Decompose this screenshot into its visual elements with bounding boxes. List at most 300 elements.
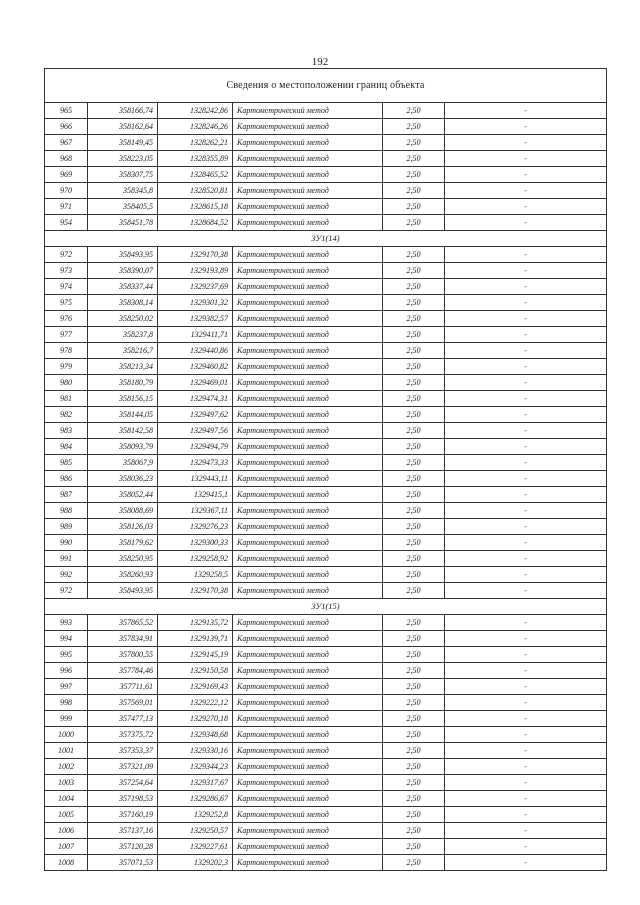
point-number-cell: 996 [45, 663, 88, 679]
table-row [45, 215, 607, 231]
accuracy-cell: 2,50 [383, 567, 445, 583]
description-cell: - [445, 695, 607, 711]
accuracy-cell: 2,50 [383, 695, 445, 711]
coordinate-x-cell: 358142,58 [88, 423, 158, 439]
accuracy-cell: 2,50 [383, 407, 445, 423]
coordinate-x-cell: 357800,55 [88, 647, 158, 663]
coordinate-x-cell: 358180,79 [88, 375, 158, 391]
method-cell: Картометрический метод [233, 759, 383, 775]
point-number-cell: 994 [45, 631, 88, 647]
point-number-cell: 977 [45, 327, 88, 343]
point-number-cell: 983 [45, 423, 88, 439]
description-cell: - [445, 487, 607, 503]
accuracy-cell: 2,50 [383, 359, 445, 375]
point-number-cell: 990 [45, 535, 88, 551]
coordinate-y-cell: 1329497,56 [158, 423, 233, 439]
table-row [45, 151, 607, 167]
method-cell: Картометрический метод [233, 407, 383, 423]
point-number-cell: 984 [45, 439, 88, 455]
method-cell: Картометрический метод [233, 423, 383, 439]
coordinate-x-cell: 358223,05 [88, 151, 158, 167]
description-cell: - [445, 455, 607, 471]
coordinate-x-cell: 357137,16 [88, 823, 158, 839]
method-cell: Картометрический метод [233, 807, 383, 823]
coordinate-x-cell: 358156,15 [88, 391, 158, 407]
coordinate-x-cell: 357160,19 [88, 807, 158, 823]
table-row [45, 199, 607, 215]
method-cell: Картометрический метод [233, 503, 383, 519]
description-cell: - [445, 391, 607, 407]
accuracy-cell: 2,50 [383, 487, 445, 503]
description-cell: - [445, 647, 607, 663]
table-row [45, 535, 607, 551]
accuracy-cell: 2,50 [383, 615, 445, 631]
table-row [45, 439, 607, 455]
coordinate-y-cell: 1329227,61 [158, 839, 233, 855]
coordinate-y-cell: 1329276,23 [158, 519, 233, 535]
coordinate-x-cell: 358144,05 [88, 407, 158, 423]
coordinate-y-cell: 1328262,21 [158, 135, 233, 151]
table-row [45, 743, 607, 759]
description-cell: - [445, 855, 607, 871]
description-cell: - [445, 503, 607, 519]
description-cell: - [445, 775, 607, 791]
accuracy-cell: 2,50 [383, 503, 445, 519]
coordinate-y-cell: 1329150,58 [158, 663, 233, 679]
coordinate-x-cell: 358250,02 [88, 311, 158, 327]
table-row [45, 503, 607, 519]
table-row [45, 663, 607, 679]
coordinate-x-cell: 358088,69 [88, 503, 158, 519]
coordinate-x-cell: 358260,93 [88, 567, 158, 583]
coordinate-x-cell: 357120,28 [88, 839, 158, 855]
point-number-cell: 967 [45, 135, 88, 151]
coordinate-y-cell: 1328684,52 [158, 215, 233, 231]
coordinate-y-cell: 1329440,86 [158, 343, 233, 359]
description-cell: - [445, 183, 607, 199]
coordinate-y-cell: 1329250,57 [158, 823, 233, 839]
point-number-cell: 989 [45, 519, 88, 535]
table-row [45, 823, 607, 839]
coordinate-y-cell: 1328615,18 [158, 199, 233, 215]
accuracy-cell: 2,50 [383, 791, 445, 807]
coordinate-y-cell: 1329474,31 [158, 391, 233, 407]
method-cell: Картометрический метод [233, 455, 383, 471]
method-cell: Картометрический метод [233, 471, 383, 487]
coordinate-y-cell: 1329170,38 [158, 247, 233, 263]
coordinate-y-cell: 1328355,89 [158, 151, 233, 167]
coordinate-x-cell: 358337,44 [88, 279, 158, 295]
point-number-cell: 1002 [45, 759, 88, 775]
table-row [45, 135, 607, 151]
method-cell: Картометрический метод [233, 711, 383, 727]
method-cell: Картометрический метод [233, 519, 383, 535]
page-number: 192 [311, 56, 329, 68]
accuracy-cell: 2,50 [383, 439, 445, 455]
description-cell: - [445, 743, 607, 759]
accuracy-cell: 2,50 [383, 391, 445, 407]
method-cell: Картометрический метод [233, 135, 383, 151]
coordinate-x-cell: 358036,23 [88, 471, 158, 487]
table-row [45, 711, 607, 727]
table-title: Сведения о местоположении границ объекта [45, 69, 607, 103]
method-cell: Картометрический метод [233, 199, 383, 215]
method-cell: Картометрический метод [233, 279, 383, 295]
point-number-cell: 1008 [45, 855, 88, 871]
accuracy-cell: 2,50 [383, 151, 445, 167]
table-row [45, 487, 607, 503]
description-cell: - [445, 375, 607, 391]
coordinate-y-cell: 1329301,32 [158, 295, 233, 311]
description-cell: - [445, 199, 607, 215]
section-label: ЗУ1(14) [45, 231, 607, 247]
accuracy-cell: 2,50 [383, 583, 445, 599]
method-cell: Картометрический метод [233, 583, 383, 599]
method-cell: Картометрический метод [233, 103, 383, 119]
coordinate-y-cell: 1329270,18 [158, 711, 233, 727]
coordinate-x-cell: 357353,37 [88, 743, 158, 759]
point-number-cell: 1006 [45, 823, 88, 839]
point-number-cell: 999 [45, 711, 88, 727]
accuracy-cell: 2,50 [383, 199, 445, 215]
description-cell: - [445, 151, 607, 167]
table-row [45, 263, 607, 279]
coordinate-y-cell: 1329469,01 [158, 375, 233, 391]
coordinate-y-cell: 1329222,12 [158, 695, 233, 711]
accuracy-cell: 2,50 [383, 727, 445, 743]
point-number-cell: 1005 [45, 807, 88, 823]
point-number-cell: 965 [45, 103, 88, 119]
coordinate-y-cell: 1329258,5 [158, 567, 233, 583]
description-cell: - [445, 631, 607, 647]
method-cell: Картометрический метод [233, 535, 383, 551]
table-title-row [45, 69, 607, 103]
table-row [45, 359, 607, 375]
accuracy-cell: 2,50 [383, 343, 445, 359]
coordinate-x-cell: 357321,09 [88, 759, 158, 775]
accuracy-cell: 2,50 [383, 135, 445, 151]
section-header-row [45, 599, 607, 615]
table-row [45, 775, 607, 791]
coordinate-y-cell: 1329193,89 [158, 263, 233, 279]
point-number-cell: 979 [45, 359, 88, 375]
table-row [45, 375, 607, 391]
coordinate-y-cell: 1329415,1 [158, 487, 233, 503]
accuracy-cell: 2,50 [383, 375, 445, 391]
description-cell: - [445, 167, 607, 183]
point-number-cell: 973 [45, 263, 88, 279]
method-cell: Картометрический метод [233, 791, 383, 807]
table-row [45, 791, 607, 807]
table-row [45, 311, 607, 327]
boundary-coordinates-table [44, 68, 607, 871]
accuracy-cell: 2,50 [383, 215, 445, 231]
description-cell: - [445, 119, 607, 135]
description-cell: - [445, 471, 607, 487]
point-number-cell: 987 [45, 487, 88, 503]
point-number-cell: 954 [45, 215, 88, 231]
method-cell: Картометрический метод [233, 743, 383, 759]
method-cell: Картометрический метод [233, 551, 383, 567]
coordinate-y-cell: 1328242,86 [158, 103, 233, 119]
section-label: ЗУ1(15) [45, 599, 607, 615]
section-header-row [45, 231, 607, 247]
table-row [45, 519, 607, 535]
table-row [45, 247, 607, 263]
description-cell: - [445, 279, 607, 295]
coordinate-x-cell: 358216,7 [88, 343, 158, 359]
table-row [45, 727, 607, 743]
coordinate-y-cell: 1329330,16 [158, 743, 233, 759]
coordinate-y-cell: 1329473,33 [158, 455, 233, 471]
description-cell: - [445, 583, 607, 599]
coordinate-y-cell: 1329135,72 [158, 615, 233, 631]
accuracy-cell: 2,50 [383, 743, 445, 759]
description-cell: - [445, 727, 607, 743]
description-cell: - [445, 103, 607, 119]
coordinate-x-cell: 358390,07 [88, 263, 158, 279]
table-row [45, 551, 607, 567]
description-cell: - [445, 519, 607, 535]
point-number-cell: 992 [45, 567, 88, 583]
accuracy-cell: 2,50 [383, 759, 445, 775]
accuracy-cell: 2,50 [383, 519, 445, 535]
method-cell: Картометрический метод [233, 567, 383, 583]
description-cell: - [445, 263, 607, 279]
point-number-cell: 974 [45, 279, 88, 295]
coordinate-x-cell: 358179,62 [88, 535, 158, 551]
method-cell: Картометрический метод [233, 375, 383, 391]
coordinate-x-cell: 358067,9 [88, 455, 158, 471]
coordinate-y-cell: 1329252,8 [158, 807, 233, 823]
coordinate-y-cell: 1329170,38 [158, 583, 233, 599]
method-cell: Картометрический метод [233, 855, 383, 871]
point-number-cell: 991 [45, 551, 88, 567]
coordinate-y-cell: 1328246,26 [158, 119, 233, 135]
coordinate-x-cell: 358308,14 [88, 295, 158, 311]
table-row [45, 855, 607, 871]
accuracy-cell: 2,50 [383, 631, 445, 647]
description-cell: - [445, 679, 607, 695]
description-cell: - [445, 215, 607, 231]
coordinate-y-cell: 1329286,67 [158, 791, 233, 807]
point-number-cell: 1003 [45, 775, 88, 791]
table-row [45, 615, 607, 631]
method-cell: Картометрический метод [233, 343, 383, 359]
table-row [45, 167, 607, 183]
coordinate-y-cell: 1329367,11 [158, 503, 233, 519]
method-cell: Картометрический метод [233, 487, 383, 503]
accuracy-cell: 2,50 [383, 247, 445, 263]
table-row [45, 759, 607, 775]
accuracy-cell: 2,50 [383, 327, 445, 343]
description-cell: - [445, 807, 607, 823]
coordinate-x-cell: 357834,91 [88, 631, 158, 647]
point-number-cell: 988 [45, 503, 88, 519]
table-body [45, 69, 607, 871]
method-cell: Картометрический метод [233, 775, 383, 791]
table-row [45, 647, 607, 663]
table-row [45, 567, 607, 583]
method-cell: Картометрический метод [233, 679, 383, 695]
coordinate-x-cell: 358493,95 [88, 247, 158, 263]
point-number-cell: 997 [45, 679, 88, 695]
coordinate-x-cell: 358052,44 [88, 487, 158, 503]
method-cell: Картометрический метод [233, 119, 383, 135]
description-cell: - [445, 439, 607, 455]
coordinate-y-cell: 1329237,69 [158, 279, 233, 295]
description-cell: - [445, 759, 607, 775]
accuracy-cell: 2,50 [383, 647, 445, 663]
point-number-cell: 972 [45, 583, 88, 599]
coordinate-y-cell: 1329494,79 [158, 439, 233, 455]
coordinate-x-cell: 358237,8 [88, 327, 158, 343]
coordinate-y-cell: 1329139,71 [158, 631, 233, 647]
description-cell: - [445, 247, 607, 263]
coordinate-x-cell: 357569,01 [88, 695, 158, 711]
accuracy-cell: 2,50 [383, 775, 445, 791]
accuracy-cell: 2,50 [383, 279, 445, 295]
table-row [45, 183, 607, 199]
accuracy-cell: 2,50 [383, 263, 445, 279]
coordinate-x-cell: 358493,95 [88, 583, 158, 599]
description-cell: - [445, 711, 607, 727]
point-number-cell: 1004 [45, 791, 88, 807]
table-row [45, 679, 607, 695]
coordinate-x-cell: 358166,74 [88, 103, 158, 119]
coordinate-y-cell: 1328465,52 [158, 167, 233, 183]
accuracy-cell: 2,50 [383, 711, 445, 727]
point-number-cell: 971 [45, 199, 88, 215]
table-row [45, 279, 607, 295]
table-row [45, 391, 607, 407]
method-cell: Картометрический метод [233, 439, 383, 455]
table-row [45, 407, 607, 423]
method-cell: Картометрический метод [233, 663, 383, 679]
coordinate-x-cell: 357865,52 [88, 615, 158, 631]
description-cell: - [445, 615, 607, 631]
coordinate-y-cell: 1329382,57 [158, 311, 233, 327]
table-row [45, 103, 607, 119]
description-cell: - [445, 567, 607, 583]
table-row [45, 119, 607, 135]
accuracy-cell: 2,50 [383, 535, 445, 551]
method-cell: Картометрический метод [233, 359, 383, 375]
accuracy-cell: 2,50 [383, 103, 445, 119]
coordinate-x-cell: 358405,5 [88, 199, 158, 215]
accuracy-cell: 2,50 [383, 663, 445, 679]
point-number-cell: 1000 [45, 727, 88, 743]
coordinate-x-cell: 357071,53 [88, 855, 158, 871]
point-number-cell: 985 [45, 455, 88, 471]
coordinate-x-cell: 358345,8 [88, 183, 158, 199]
coordinate-x-cell: 357711,61 [88, 679, 158, 695]
table-row [45, 455, 607, 471]
description-cell: - [445, 551, 607, 567]
accuracy-cell: 2,50 [383, 471, 445, 487]
description-cell: - [445, 359, 607, 375]
point-number-cell: 1007 [45, 839, 88, 855]
description-cell: - [445, 311, 607, 327]
coordinate-y-cell: 1329460,82 [158, 359, 233, 375]
table-row [45, 423, 607, 439]
table-row [45, 295, 607, 311]
coordinate-x-cell: 358307,75 [88, 167, 158, 183]
table-row [45, 631, 607, 647]
coordinate-x-cell: 358213,34 [88, 359, 158, 375]
point-number-cell: 968 [45, 151, 88, 167]
method-cell: Картометрический метод [233, 631, 383, 647]
table-row [45, 327, 607, 343]
accuracy-cell: 2,50 [383, 183, 445, 199]
method-cell: Картометрический метод [233, 247, 383, 263]
point-number-cell: 993 [45, 615, 88, 631]
description-cell: - [445, 343, 607, 359]
table-row [45, 471, 607, 487]
accuracy-cell: 2,50 [383, 823, 445, 839]
coordinate-y-cell: 1329497,62 [158, 407, 233, 423]
description-cell: - [445, 535, 607, 551]
method-cell: Картометрический метод [233, 167, 383, 183]
description-cell: - [445, 295, 607, 311]
coordinate-x-cell: 358126,03 [88, 519, 158, 535]
description-cell: - [445, 135, 607, 151]
point-number-cell: 976 [45, 311, 88, 327]
accuracy-cell: 2,50 [383, 679, 445, 695]
method-cell: Картометрический метод [233, 295, 383, 311]
accuracy-cell: 2,50 [383, 167, 445, 183]
point-number-cell: 966 [45, 119, 88, 135]
table-row [45, 583, 607, 599]
point-number-cell: 986 [45, 471, 88, 487]
accuracy-cell: 2,50 [383, 551, 445, 567]
coordinate-y-cell: 1329348,68 [158, 727, 233, 743]
coordinate-x-cell: 357477,13 [88, 711, 158, 727]
coordinate-x-cell: 357375,72 [88, 727, 158, 743]
point-number-cell: 1001 [45, 743, 88, 759]
coordinate-x-cell: 358093,79 [88, 439, 158, 455]
coordinate-x-cell: 358149,45 [88, 135, 158, 151]
description-cell: - [445, 823, 607, 839]
coordinate-y-cell: 1329411,71 [158, 327, 233, 343]
description-cell: - [445, 407, 607, 423]
description-cell: - [445, 663, 607, 679]
method-cell: Картометрический метод [233, 615, 383, 631]
accuracy-cell: 2,50 [383, 295, 445, 311]
coordinate-y-cell: 1329317,67 [158, 775, 233, 791]
description-cell: - [445, 791, 607, 807]
method-cell: Картометрический метод [233, 695, 383, 711]
point-number-cell: 998 [45, 695, 88, 711]
method-cell: Картометрический метод [233, 215, 383, 231]
point-number-cell: 981 [45, 391, 88, 407]
accuracy-cell: 2,50 [383, 423, 445, 439]
table-row [45, 807, 607, 823]
method-cell: Картометрический метод [233, 647, 383, 663]
table-row [45, 695, 607, 711]
point-number-cell: 978 [45, 343, 88, 359]
method-cell: Картометрический метод [233, 151, 383, 167]
accuracy-cell: 2,50 [383, 855, 445, 871]
description-cell: - [445, 839, 607, 855]
coordinate-x-cell: 357784,46 [88, 663, 158, 679]
table-row [45, 343, 607, 359]
point-number-cell: 995 [45, 647, 88, 663]
point-number-cell: 970 [45, 183, 88, 199]
method-cell: Картометрический метод [233, 311, 383, 327]
table-row [45, 839, 607, 855]
point-number-cell: 980 [45, 375, 88, 391]
